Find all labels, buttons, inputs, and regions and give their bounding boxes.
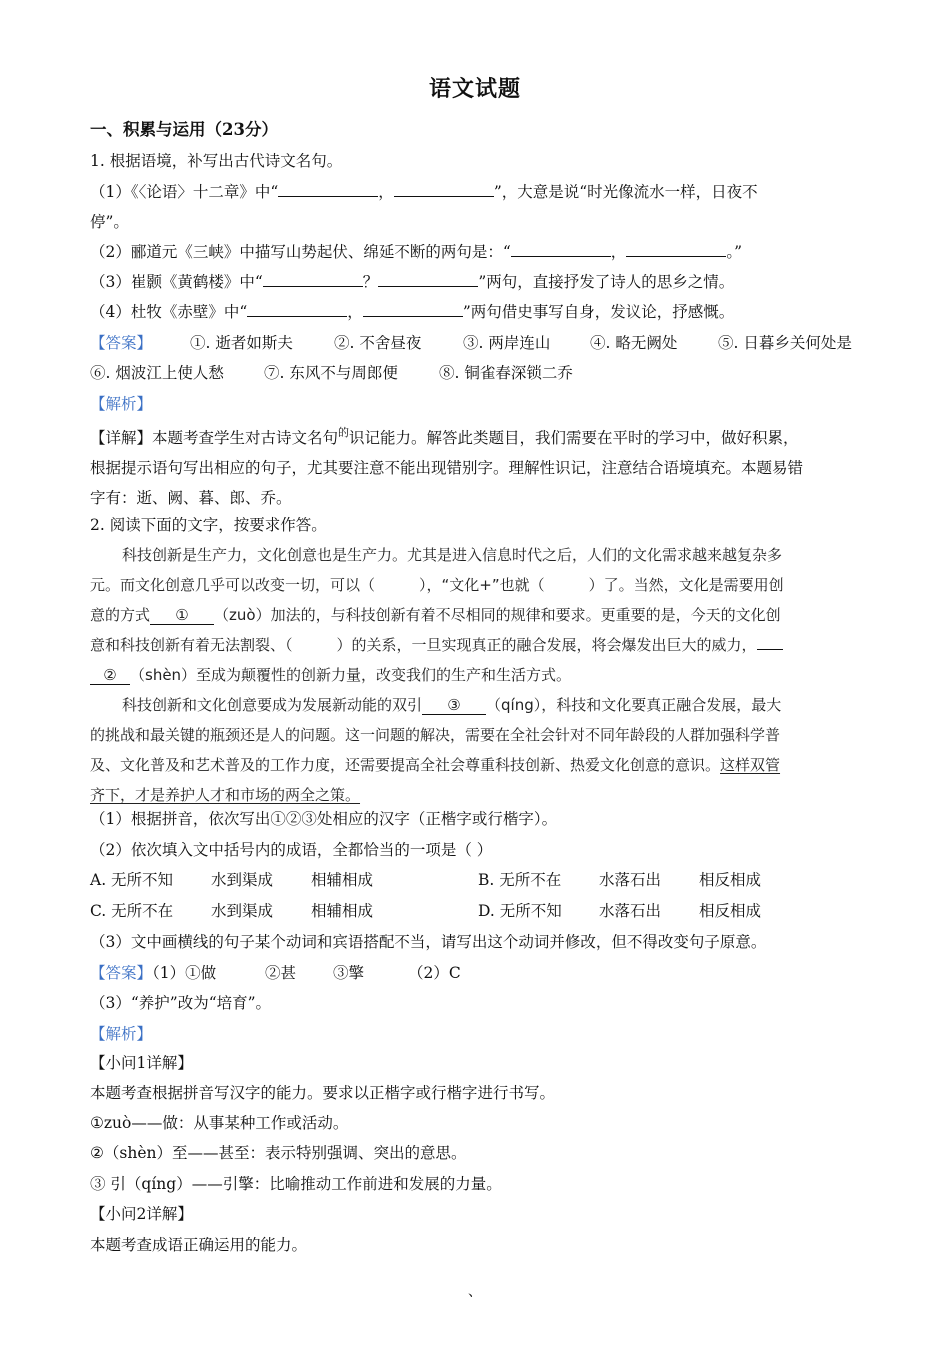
q1-detail-line2: 根据提示语句写出相应的句子，尤其要注意不能出现错别字。理解性识记，注意结合语境填充。本题易错 — [90, 459, 804, 477]
option-a-word: 相辅相成 — [311, 871, 374, 889]
option-c: C. 无所不在 — [90, 902, 174, 920]
option-d: D. 无所不知 — [478, 902, 562, 920]
blank-1: ① — [150, 606, 214, 625]
passage-line: ② （shèn）至成为颠覆性的创新力量，改变我们的生产和生活方式。 — [90, 660, 862, 690]
analysis-label: 【解析】 — [90, 395, 153, 413]
q1-stem: 1. 根据语境，补写出古代诗文名句。 — [90, 152, 343, 170]
q2-sub3: （3）文中画横线的句子某个动词和宾语搭配不当，请写出这个动词并修改，但不得改变句子原意。 — [90, 933, 767, 951]
comma: ， — [347, 303, 363, 321]
blank-3: ③ — [422, 696, 486, 715]
fill-blank — [626, 256, 726, 257]
option-c-word: 相辅相成 — [311, 902, 374, 920]
option-d-word: 水落石出 — [599, 902, 662, 920]
q1-detail-line3: 字有：逝、阙、暮、郎、乔。 — [90, 489, 292, 507]
footer-mark: 、 — [468, 1284, 482, 1300]
underlined-sentence: 齐下，才是养护人才和市场的两全之策。 — [90, 786, 361, 804]
q1-item3-text: ”两句，直接抒发了诗人的思乡之情。 — [478, 273, 735, 291]
underlined-sentence: 这样双管 — [720, 756, 781, 774]
page-title: 语文试题 — [428, 76, 521, 102]
detail-superscript: 的 — [338, 426, 350, 439]
fill-blank — [394, 196, 494, 197]
xiaowen1-heading: 【小问1详解】 — [90, 1054, 193, 1072]
passage-line: 及、文化普及和艺术普及的工作力度，还需要提高全社会尊重科技创新、热爱文化创意的意识。这样双管 — [90, 756, 781, 774]
comma: ， — [378, 183, 394, 201]
q1-item1-text: （1）《〈论语〉十二章》中“ — [90, 183, 279, 201]
answer-item: ⑦. 东风不与周郎便 — [264, 364, 398, 382]
detail-text: 识记能力。解答此类题目，我们需要在平时的学习中，做好积累， — [349, 429, 799, 447]
fill-blank — [757, 649, 783, 650]
xiaowen2-heading: 【小问2详解】 — [90, 1205, 193, 1223]
q1-answer-row1 — [90, 333, 865, 353]
xiaowen1-item3: ③ 引（qíng）——引擎：比喻推动工作前进和发展的力量。 — [90, 1175, 502, 1193]
fill-blank — [278, 196, 378, 197]
xiaowen1-item1: ①zuò——做：从事某种工作或活动。 — [90, 1114, 349, 1132]
q1-item2-text: （2）郦道元《三峡》中描写山势起伏、绵延不断的两句是：“ — [90, 243, 511, 261]
answer-item: ①. 逝者如斯夫 — [190, 334, 293, 352]
question-mark: ？ — [362, 273, 379, 291]
section-heading: 一、积累与运用（23分） — [90, 120, 278, 139]
reading-passage — [90, 540, 862, 810]
q2-sub2: （2）依次填入文中括号内的成语，全都恰当的一项是（ ） — [90, 841, 493, 859]
q1-item2-text: 。” — [726, 243, 742, 261]
option-d-word: 相反相成 — [699, 902, 762, 920]
comma: ， — [610, 243, 627, 261]
fill-blank — [511, 256, 611, 257]
q2-answer-row — [90, 963, 865, 983]
option-a-word: 水到渠成 — [211, 871, 274, 889]
answer-item: ②. 不舍昼夜 — [334, 334, 422, 352]
analysis-label: 【解析】 — [90, 1025, 153, 1043]
answer-item: （2）C — [408, 964, 461, 982]
answer-item: ⑥. 烟波江上使人愁 — [90, 364, 224, 382]
answer-item: ⑧. 铜雀春深锁二乔 — [439, 364, 573, 382]
option-b: B. 无所不在 — [478, 871, 562, 889]
option-c-word: 水到渠成 — [211, 902, 274, 920]
q1-item1-text: ”，大意是说“时光像流水一样，日夜不 — [493, 183, 758, 201]
q1-item1-cont: 停”。 — [90, 213, 129, 231]
q1-item4 — [90, 302, 865, 322]
answer-item: ②甚 — [265, 964, 297, 982]
detail-text: 【详解】本题考查学生对古诗文名句 — [90, 429, 339, 447]
answer-item: （1）①做 — [152, 964, 217, 982]
fill-blank — [247, 316, 347, 317]
q1-item3-text: （3）崔颢《黄鹤楼》中“ — [90, 273, 263, 291]
answer-item: ③. 两岸连山 — [463, 334, 551, 352]
xiaowen1-desc: 本题考查根据拼音写汉字的能力。要求以正楷字或行楷字进行书写。 — [90, 1084, 556, 1102]
q2-sub1: （1）根据拼音，依次写出①②③处相应的汉字（正楷字或行楷字）。 — [90, 810, 558, 828]
q1-item4-text: （4）杜牧《赤壁》中“ — [90, 303, 248, 321]
xiaowen1-item2: ②（shèn）至——甚至：表示特别强调、突出的意思。 — [90, 1144, 467, 1162]
q1-item1 — [90, 182, 865, 202]
answer-item: ③擎 — [333, 964, 365, 982]
xiaowen2-desc: 本题考查成语正确运用的能力。 — [90, 1236, 308, 1254]
passage-line: 科技创新是生产力，文化创意也是生产力。尤其是进入信息时代之后，人们的文化需求越来越复杂多 — [122, 546, 783, 564]
q1-item2 — [90, 242, 865, 262]
fill-blank — [363, 316, 463, 317]
q2-stem: 2. 阅读下面的文字，按要求作答。 — [90, 516, 327, 534]
option-b-word: 相反相成 — [699, 871, 762, 889]
passage-line — [90, 780, 862, 810]
passage-line: 意的方式 ① （zuò）加法的，与科技创新有着不尽相同的规律和要求。更重要的是，今天的文化创 — [90, 606, 781, 624]
q1-item4-text: ”两句借史事写自身，发议论，抒感慨。 — [462, 303, 735, 321]
answer-item: ⑤. 日暮乡关何处是 — [718, 334, 852, 352]
answer-label: 【答案】 — [90, 334, 153, 352]
q1-item3 — [90, 272, 865, 292]
q2-answer3: （3）“养护”改为“培育”。 — [90, 994, 272, 1012]
passage-line: 的挑战和最关键的瓶颈还是人的问题。这一问题的解决，需要在全社会针对不同年龄段的人群加强科学普 — [90, 726, 781, 744]
option-b-word: 水落石出 — [599, 871, 662, 889]
option-a: A. 无所不知 — [90, 871, 174, 889]
q1-detail-line1 — [90, 428, 865, 450]
fill-blank — [263, 286, 363, 287]
blank-2: ② — [90, 666, 130, 685]
passage-line: 元。而文化创意几乎可以改变一切，可以（ ），“文化+”也就（ ）了。当然，文化是需要用创 — [90, 576, 784, 594]
fill-blank — [378, 286, 478, 287]
answer-item: ④. 略无阙处 — [590, 334, 678, 352]
passage-line: 科技创新和文化创意要成为发展新动能的双引 ③ （qíng），科技和文化要真正融合发展，最大 — [122, 696, 782, 714]
answer-label: 【答案】 — [90, 964, 153, 982]
passage-line: 意和科技创新有着无法割裂、（ ）的关系，一旦实现真正的融合发展，将会爆发出巨大的威力， — [90, 630, 862, 660]
